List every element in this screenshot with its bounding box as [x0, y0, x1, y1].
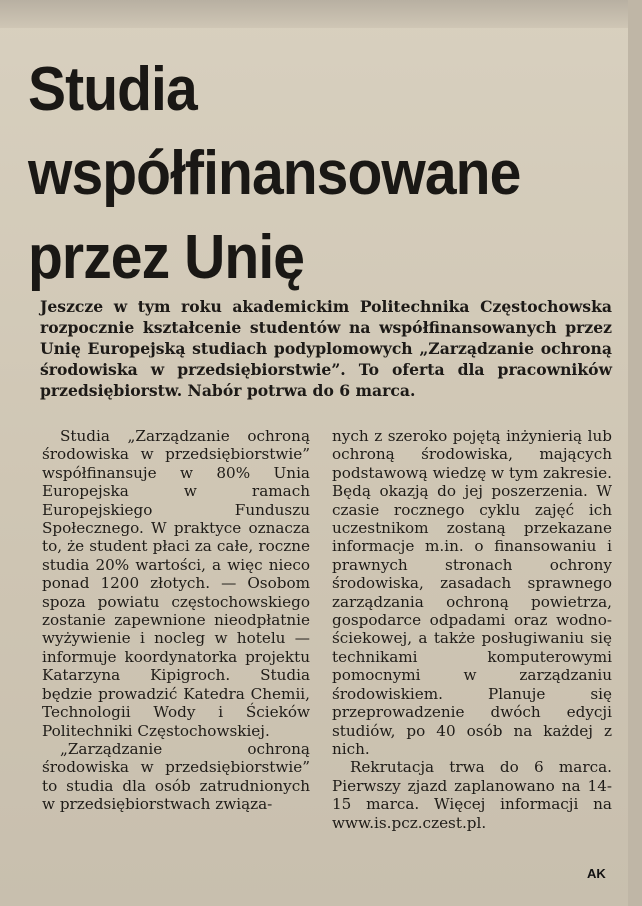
article-headline — [28, 48, 543, 300]
headline-line-1: Studia — [28, 55, 197, 124]
author-initials: AK — [587, 866, 606, 881]
right-paragraph-1: nych z szeroko pojętą inżynierią lub ochroną środowiska, mających podstawową wiedzę w tym zakresie. Będą okazją do jej poszerzenia. W czasie rocznego cyklu zajęć ich uczestnikom zostaną przekazane informacje m.in. o finansowaniu i prawnych stronach ochrony środowiska, zasadach sprawnego zarządzania ochroną powietrza, gospodarce odpadami oraz wodno-ściekowej, a także posługiwaniu się technikami komputerowymi pomocnymi w zarządzaniu środowiskiem. Planuje się przeprowadzenie dwóch edycji studiów, po 40 osób na każdej z nich. — [332, 427, 612, 758]
left-paragraph-1: Studia „Zarządzanie ochroną środowiska w przedsiębiorstwie” współfinansuje w 80% Unia Europejska w ramach Europejskiego Funduszu Społecznego. W praktyce oznacza to, że student płaci za całe, roczne studia 20% wartości, a więc nieco ponad 1200 złotych. — Osobom spoza powiatu częstochowskiego zostanie zapewnione nieodpłatnie wyżywienie i nocleg w hotelu — informuje koordynatorka projektu Katarzyna Kipigroch. Studia będzie prowadzić Katedra Chemii, Technologii Wody i Ścieków Politechniki Częstochowskiej. — [42, 427, 310, 740]
headline-line-2: współfinansowane — [28, 139, 521, 208]
left-paragraph-2: „Zarządzanie ochroną środowiska w przedsiębiorstwie” to studia dla osób zatrudnionych w przedsiębiorstwach związa- — [42, 739, 310, 814]
adjacent-column-edge — [628, 0, 642, 906]
article-lead: Jeszcze w tym roku akademickim Politechnika Częstochowska rozpocznie kształcenie studentów na współfinansowanych przez Unię Europejską studiach podyplomowych „Zarządzanie ochroną środowiska w przedsiębiorstwie”. To oferta dla pracowników przedsiębiorstw. Nabór potrwa do 6 marca. — [40, 297, 612, 400]
article-column-left — [42, 427, 310, 814]
article-column-right — [332, 427, 612, 832]
previous-article-bleed — [0, 0, 642, 28]
right-paragraph-2: Rekrutacja trwa do 6 marca. Pierwszy zjazd zaplanowano na 14-15 marca. Więcej informacji na www.is.pcz.czest.pl. — [332, 758, 612, 832]
headline-line-3: przez Unię — [28, 223, 305, 292]
